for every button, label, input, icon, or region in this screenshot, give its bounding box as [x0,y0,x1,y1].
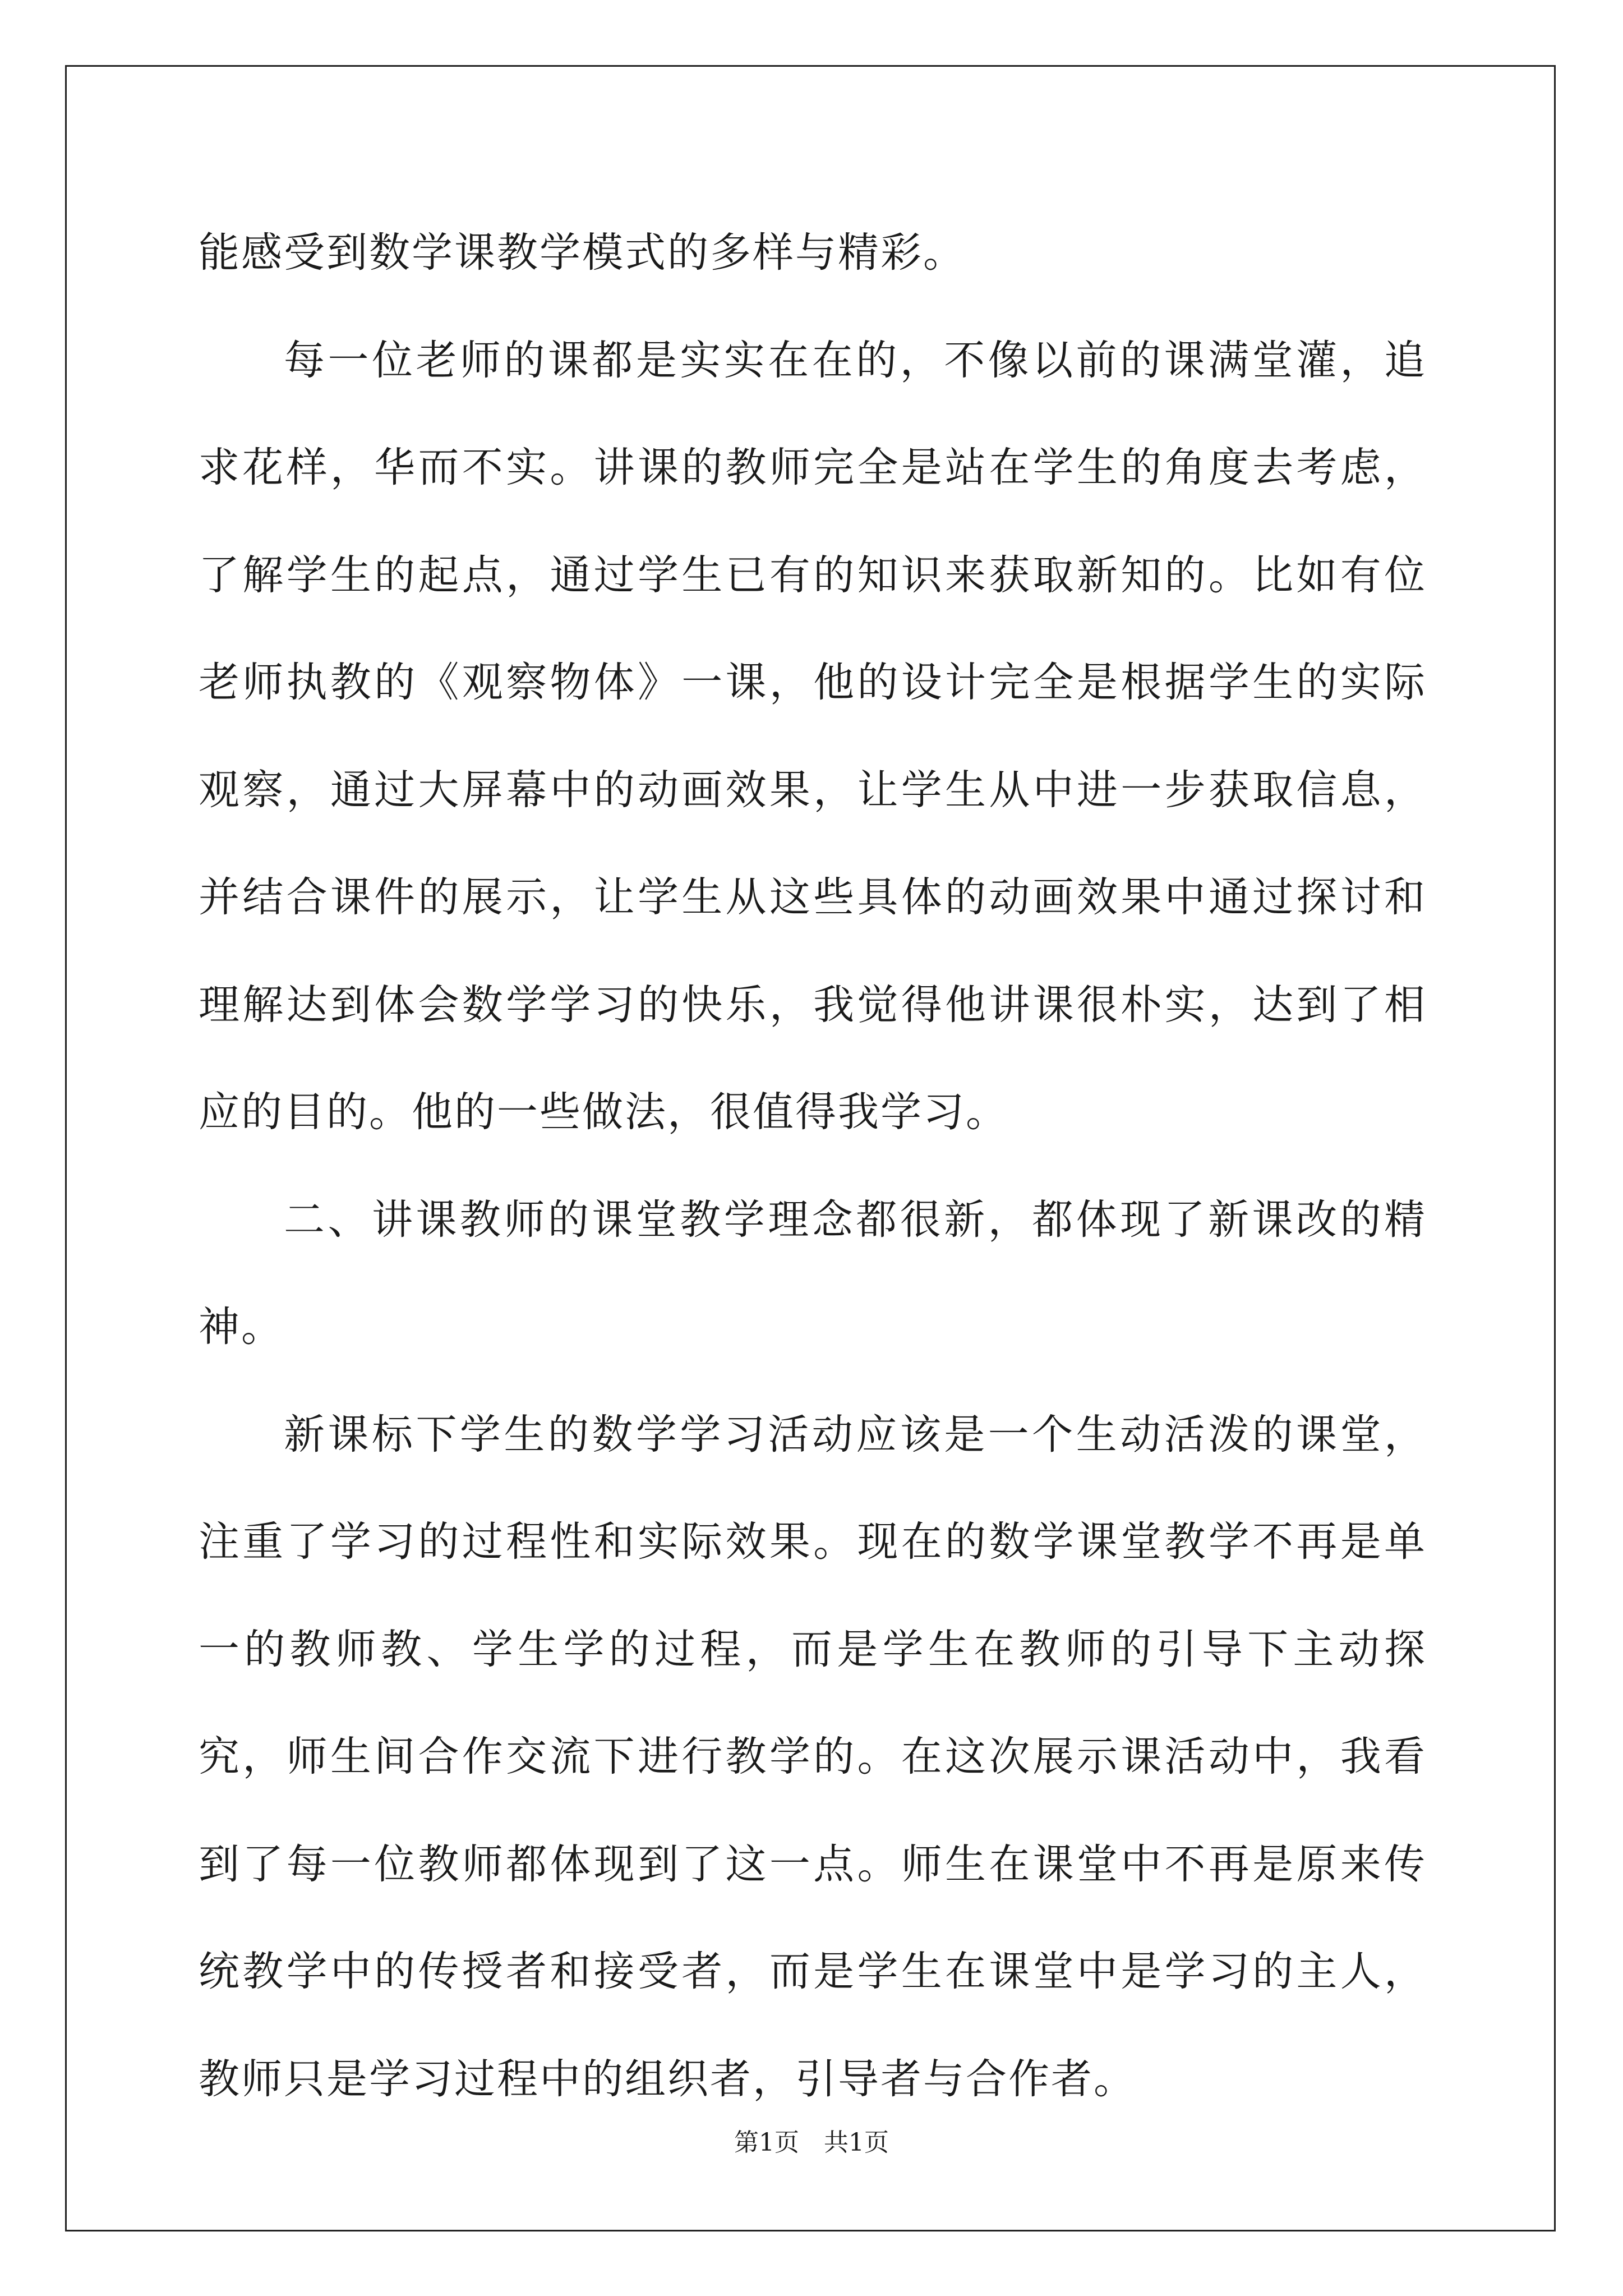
paragraph-4: 新课标下学生的数学学习活动应该是一个生动活泼的课堂，注重了学习的过程性和实际效果。现在的数学课堂教学不再是单一的教师教、学生学的过程，而是学生在教师的引导下主动探究，师生间合作交流下进行教学的。在这次展示课活动中，我看到了每一位教师都体现到了这一点。师生在课堂中不再是原来传统教学中的传授者和接受者，而是学生在课堂中是学习的主人，教师只是学习过程中的组织者，引导者与合作者。 [199,1410,1427,2103]
paragraph-1: 能感受到数学课教学模式的多样与精彩。 [199,229,966,277]
paragraph-2: 每一位老师的课都是实实在在的，不像以前的课满堂灌，追求花样，华而不实。讲课的教师完全是站在学生的角度去考虑，了解学生的起点，通过学生已有的知识来获取新知的。比如有位老师执教的《观察物体》一课，他的设计完全是根据学生的实际观察，通过大屏幕中的动画效果，让学生从中进一步获取信息，并结合课件的展示，让学生从这些具体的动画效果中通过探讨和理解达到体会数学学习的快乐，我觉得他讲课很朴实，达到了相应的目的。他的一些做法，很值得我学习。 [199,336,1427,1136]
paragraph-3-heading: 二、讲课教师的课堂教学理念都很新，都体现了新课改的精神。 [199,1195,1427,1351]
page-footer: 第1页 共1页 [734,2128,889,2157]
document-body [199,199,1427,2133]
